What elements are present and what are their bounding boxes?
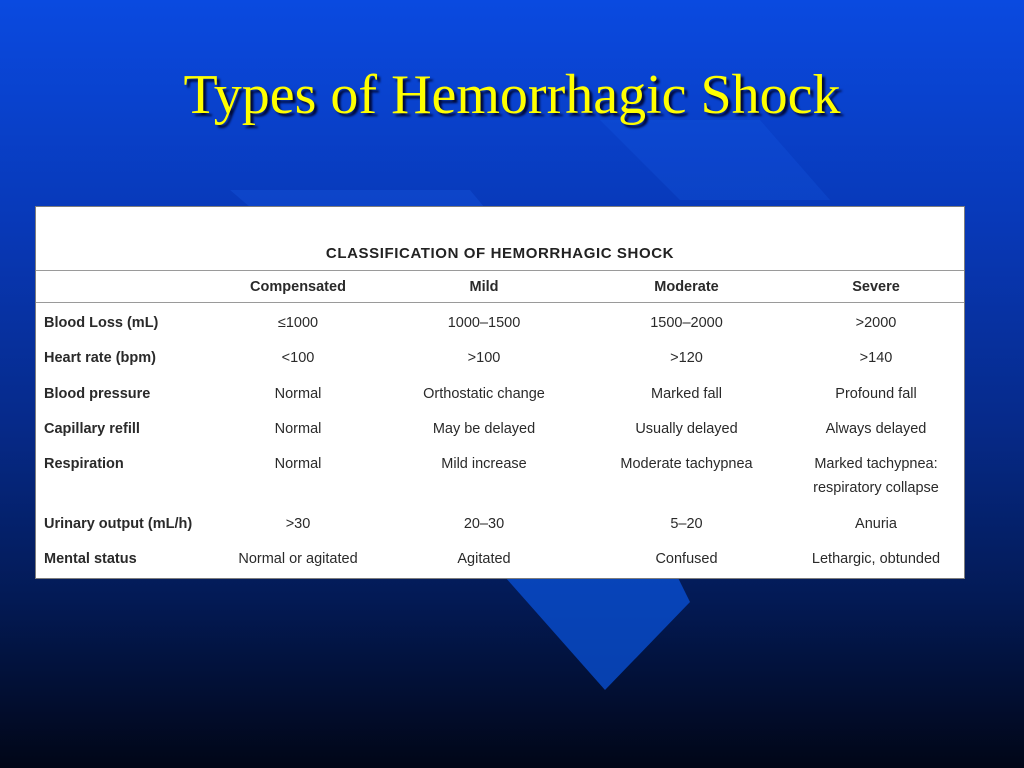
table-cell: Usually delayed <box>635 421 738 437</box>
column-header-row <box>36 271 964 303</box>
table-cell: >140 <box>859 350 893 366</box>
table-cell: Normal <box>274 386 322 402</box>
table-cell: >100 <box>467 350 501 366</box>
table-cell: respiratory collapse <box>813 480 939 496</box>
row-label: Mental status <box>44 551 137 567</box>
table-cell: Confused <box>655 551 718 567</box>
table-cell: 1500–2000 <box>650 315 723 331</box>
shock-classification-table <box>35 206 965 579</box>
table-heading: CLASSIFICATION OF HEMORRHAGIC SHOCK <box>36 207 964 271</box>
table-cell: Lethargic, obtunded <box>811 551 941 567</box>
row-label: Respiration <box>44 456 124 472</box>
table-cell: <100 <box>281 350 315 366</box>
table-cell: Normal or agitated <box>238 551 358 567</box>
table-cell: >120 <box>670 350 703 366</box>
table-cell: Agitated <box>457 551 511 567</box>
table-cell: Anuria <box>855 516 897 532</box>
table-cell: Mild increase <box>441 456 527 472</box>
table-cell: Normal <box>274 456 322 472</box>
table-cell: Orthostatic change <box>423 386 545 402</box>
table-cell: Marked fall <box>651 386 722 402</box>
column-header-compensated: Compensated <box>250 279 346 295</box>
column-header-severe: Severe <box>852 279 900 295</box>
table-cell: Moderate tachypnea <box>620 456 753 472</box>
table-cell: 20–30 <box>463 516 505 532</box>
table-cell: Profound fall <box>835 386 917 402</box>
column-header-moderate: Moderate <box>654 279 719 295</box>
row-label: Blood pressure <box>44 386 151 402</box>
table-cell: 1000–1500 <box>447 315 521 331</box>
table-cell: 5–20 <box>670 516 703 532</box>
table-cell: >2000 <box>855 315 897 331</box>
table-cell: Marked tachypnea: <box>814 456 938 472</box>
row-label: Urinary output (mL/h) <box>44 516 193 532</box>
column-header-mild: Mild <box>469 279 499 295</box>
table-cell: May be delayed <box>432 421 536 437</box>
row-label: Blood Loss (mL) <box>44 315 159 331</box>
table-cell: Normal <box>274 421 322 437</box>
table-cell: ≤1000 <box>277 315 319 331</box>
table-cell: Always delayed <box>825 421 927 437</box>
slide-title: Types of Hemorrhagic Shock <box>183 64 841 126</box>
row-label: Heart rate (bpm) <box>44 350 156 366</box>
table-cell: >30 <box>285 516 311 532</box>
row-label: Capillary refill <box>44 421 140 437</box>
